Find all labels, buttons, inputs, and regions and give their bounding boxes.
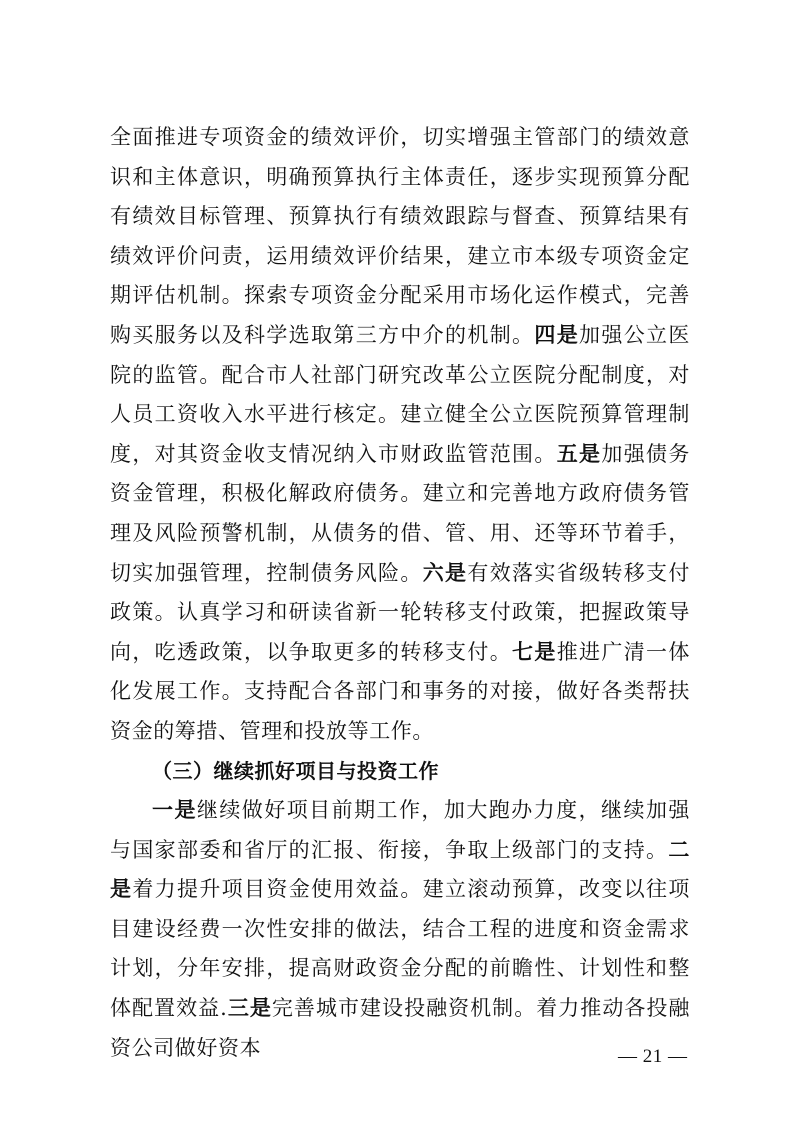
text-segment: 完善城市建设投融资机制。着力推动各投融资公司做好资本 <box>110 996 690 1060</box>
text-segment: 全面推进专项资金的绩效评价，切实增强主管部门的绩效意识和主体意识，明确预算执行主体责任，逐步实现预算分配有绩效目标管理、预算执行有绩效跟踪与督查、预算结果有绩效评价问责，运用绩效评价结果，建立市本级专项资金定期评估机制。探索专项资金分配采用市场化运作模式，完善购买服务以及科学选取第三方中介的机制。 <box>110 125 690 347</box>
keyword-second: 二是 <box>110 837 690 902</box>
body-text <box>110 118 690 1068</box>
text-segment: 推进广清一体化发展工作。支持配合各部门和事务的对接，做好各类帮扶资金的筹措、管理和投放等工作。 <box>110 639 690 743</box>
paragraph-project-investment <box>110 791 690 1068</box>
section-heading: （三）继续抓好项目与投资工作 <box>152 758 439 783</box>
text-segment: 继续做好项目前期工作，加大跑办力度，继续加强与国家部委和省厅的汇报、衔接，争取上级部门的支持。 <box>110 798 690 862</box>
keyword-third: 三是 <box>227 996 272 1021</box>
keyword-fourth: 四是 <box>534 322 580 347</box>
keyword-sixth: 六是 <box>422 560 468 585</box>
text-segment: 加强债务资金管理，积极化解政府债务。建立和完善地方政府债务管理及风险预警机制，从债务的借、管、用、还等环节着手，切实加强管理，控制债务风险。 <box>110 441 690 585</box>
keyword-first: 一是 <box>152 798 197 823</box>
text-segment: 有效落实省级转移支付政策。认真学习和研读省新一轮转移支付政策，把握政策导向，吃透政策，以争取更多的转移支付。 <box>110 560 690 664</box>
page-number: — 21 — <box>618 1046 688 1067</box>
text-segment: 加强公立医院的监管。配合市人社部门研究改革公立医院分配制度，对人员工资收入水平进行核定。建立健全公立医院预算管理制度，对其资金收支情况纳入市财政监管范围。 <box>110 322 690 466</box>
text-segment: 着力提升项目资金使用效益。建立滚动预算，改变以往项目建设经费一次性安排的做法，结合工程的进度和资金需求计划，分年安排，提高财政资金分配的前瞻性、计划性和整体配置效益. <box>110 877 690 1021</box>
keyword-fifth: 五是 <box>556 441 602 466</box>
keyword-seventh: 七是 <box>512 639 557 664</box>
paragraph-continued <box>110 118 690 752</box>
